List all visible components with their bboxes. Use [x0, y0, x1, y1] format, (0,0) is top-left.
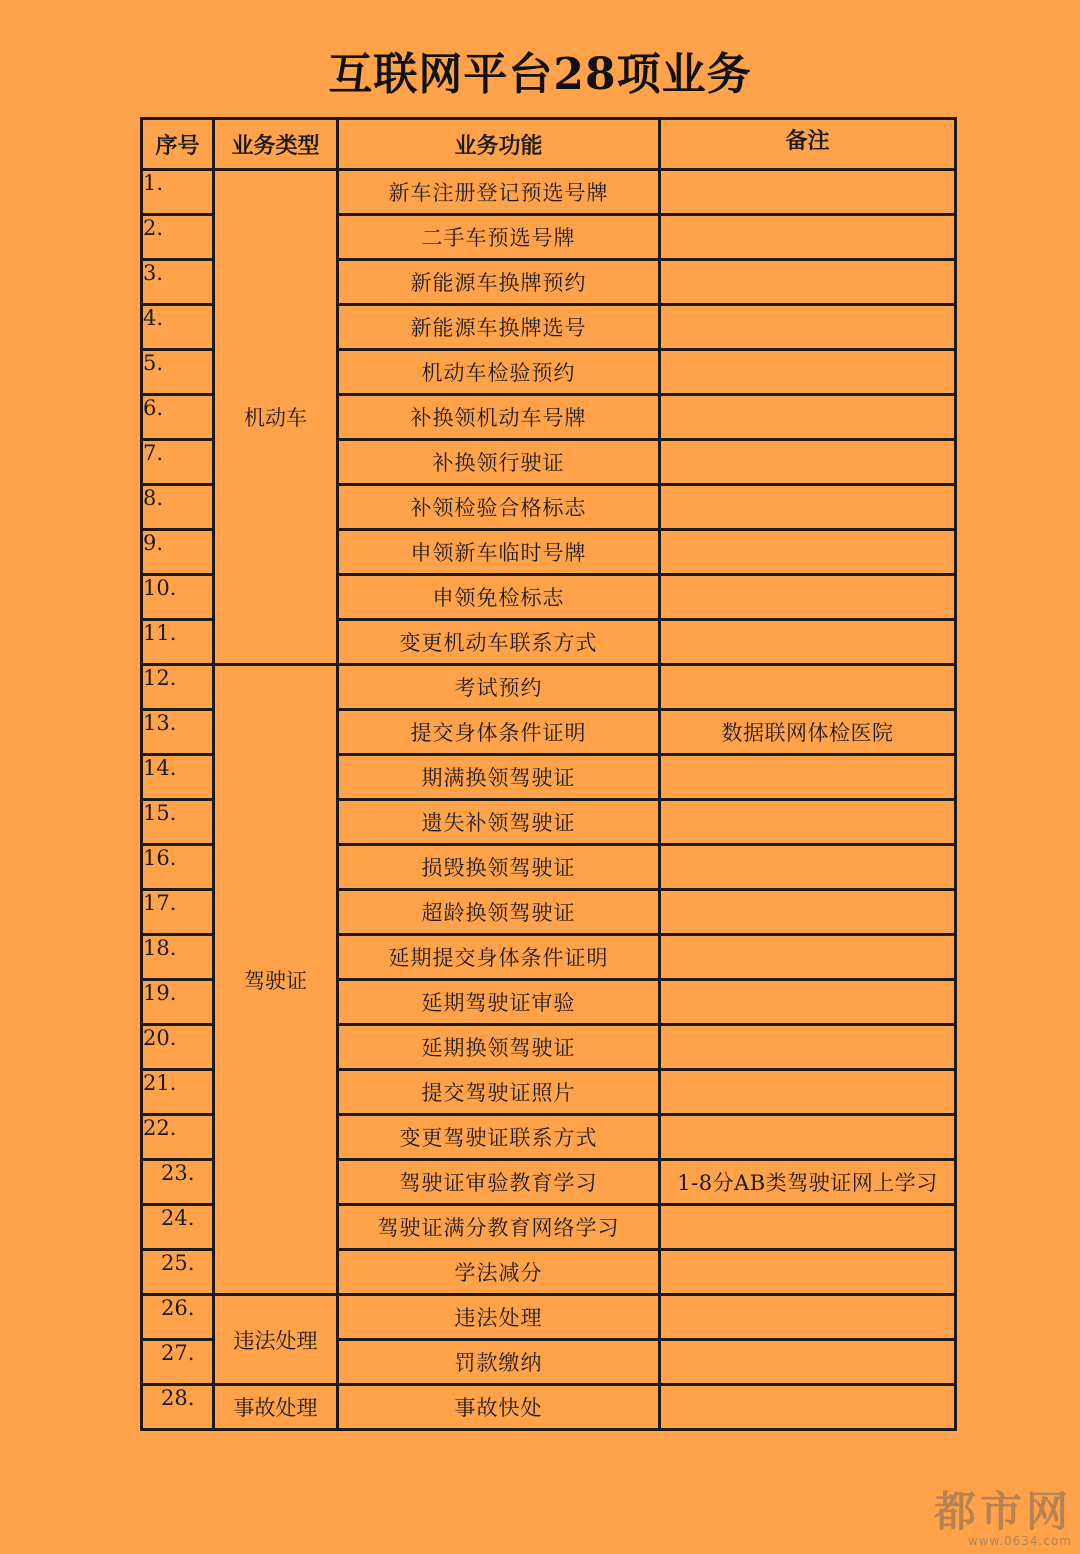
row-remark: [660, 170, 956, 215]
row-num: 27.: [142, 1340, 214, 1385]
row-function: 提交身体条件证明: [338, 710, 660, 755]
header-remark: 备注: [660, 119, 956, 170]
row-num: 4.: [142, 305, 214, 350]
row-num: 6.: [142, 395, 214, 440]
row-remark: [660, 215, 956, 260]
row-num: 3.: [142, 260, 214, 305]
row-function: 损毁换领驾驶证: [338, 845, 660, 890]
table-row: [142, 1385, 956, 1430]
row-function: 考试预约: [338, 665, 660, 710]
row-remark: [660, 575, 956, 620]
row-function: 变更机动车联系方式: [338, 620, 660, 665]
row-remark: [660, 1295, 956, 1340]
row-function: 期满换领驾驶证: [338, 755, 660, 800]
row-num: 7.: [142, 440, 214, 485]
row-function: 延期驾驶证审验: [338, 980, 660, 1025]
row-remark: [660, 485, 956, 530]
row-function: 学法减分: [338, 1250, 660, 1295]
row-remark: [660, 1070, 956, 1115]
row-remark: [660, 755, 956, 800]
row-function: 新能源车换牌预约: [338, 260, 660, 305]
row-num: 15.: [142, 800, 214, 845]
watermark-logo: 都市网: [933, 1487, 1072, 1536]
row-num: 21.: [142, 1070, 214, 1115]
row-num: 8.: [142, 485, 214, 530]
row-remark: [660, 665, 956, 710]
row-remark: [660, 1205, 956, 1250]
row-function: 申领新车临时号牌: [338, 530, 660, 575]
row-num: 9.: [142, 530, 214, 575]
business-table: [140, 117, 957, 1431]
row-remark: [660, 1115, 956, 1160]
row-function: 超龄换领驾驶证: [338, 890, 660, 935]
row-num: 17.: [142, 890, 214, 935]
row-remark: [660, 935, 956, 980]
row-remark: [660, 890, 956, 935]
row-num: 16.: [142, 845, 214, 890]
row-remark: 1-8分AB类驾驶证网上学习: [660, 1160, 956, 1205]
row-remark: [660, 440, 956, 485]
row-function: 事故快处: [338, 1385, 660, 1430]
table-row: [142, 665, 956, 710]
row-remark: 数据联网体检医院: [660, 710, 956, 755]
row-function: 二手车预选号牌: [338, 215, 660, 260]
row-num: 24.: [142, 1205, 214, 1250]
row-remark: [660, 260, 956, 305]
row-num: 5.: [142, 350, 214, 395]
row-remark: [660, 530, 956, 575]
header-function: 业务功能: [338, 119, 660, 170]
row-num: 12.: [142, 665, 214, 710]
site-watermark: [933, 1487, 1072, 1548]
row-function: 申领免检标志: [338, 575, 660, 620]
row-remark: [660, 1025, 956, 1070]
row-function: 新车注册登记预选号牌: [338, 170, 660, 215]
row-function: 机动车检验预约: [338, 350, 660, 395]
category-license: 驾驶证: [214, 665, 338, 1295]
row-function: 驾驶证满分教育网络学习: [338, 1205, 660, 1250]
category-accident: 事故处理: [214, 1385, 338, 1430]
row-function: 违法处理: [338, 1295, 660, 1340]
row-function: 新能源车换牌选号: [338, 305, 660, 350]
row-remark: [660, 1340, 956, 1385]
row-num: 18.: [142, 935, 214, 980]
watermark-url: www.0634.com: [967, 1534, 1072, 1548]
row-num: 2.: [142, 215, 214, 260]
row-function: 补换领机动车号牌: [338, 395, 660, 440]
header-num: 序号: [142, 119, 214, 170]
row-function: 延期换领驾驶证: [338, 1025, 660, 1070]
row-remark: [660, 1250, 956, 1295]
row-function: 罚款缴纳: [338, 1340, 660, 1385]
row-num: 22.: [142, 1115, 214, 1160]
row-function: 延期提交身体条件证明: [338, 935, 660, 980]
table-row: [142, 170, 956, 215]
row-remark: [660, 800, 956, 845]
row-remark: [660, 305, 956, 350]
row-num: 10.: [142, 575, 214, 620]
row-num: 25.: [142, 1250, 214, 1295]
row-remark: [660, 980, 956, 1025]
category-violation: 违法处理: [214, 1295, 338, 1385]
row-num: 26.: [142, 1295, 214, 1340]
row-remark: [660, 845, 956, 890]
row-num: 23.: [142, 1160, 214, 1205]
row-function: 补换领行驶证: [338, 440, 660, 485]
row-num: 1.: [142, 170, 214, 215]
row-num: 11.: [142, 620, 214, 665]
row-num: 20.: [142, 1025, 214, 1070]
table-row: [142, 1295, 956, 1340]
row-num: 28.: [142, 1385, 214, 1430]
row-function: 变更驾驶证联系方式: [338, 1115, 660, 1160]
row-function: 遗失补领驾驶证: [338, 800, 660, 845]
category-vehicle: 机动车: [214, 170, 338, 665]
row-function: 补领检验合格标志: [338, 485, 660, 530]
row-remark: [660, 395, 956, 440]
row-num: 13.: [142, 710, 214, 755]
row-remark: [660, 350, 956, 395]
table-header-row: [142, 119, 956, 170]
row-num: 19.: [142, 980, 214, 1025]
row-remark: [660, 620, 956, 665]
row-function: 驾驶证审验教育学习: [338, 1160, 660, 1205]
row-remark: [660, 1385, 956, 1430]
row-num: 14.: [142, 755, 214, 800]
header-category: 业务类型: [214, 119, 338, 170]
page-title: 互联网平台28项业务: [328, 49, 752, 100]
row-function: 提交驾驶证照片: [338, 1070, 660, 1115]
